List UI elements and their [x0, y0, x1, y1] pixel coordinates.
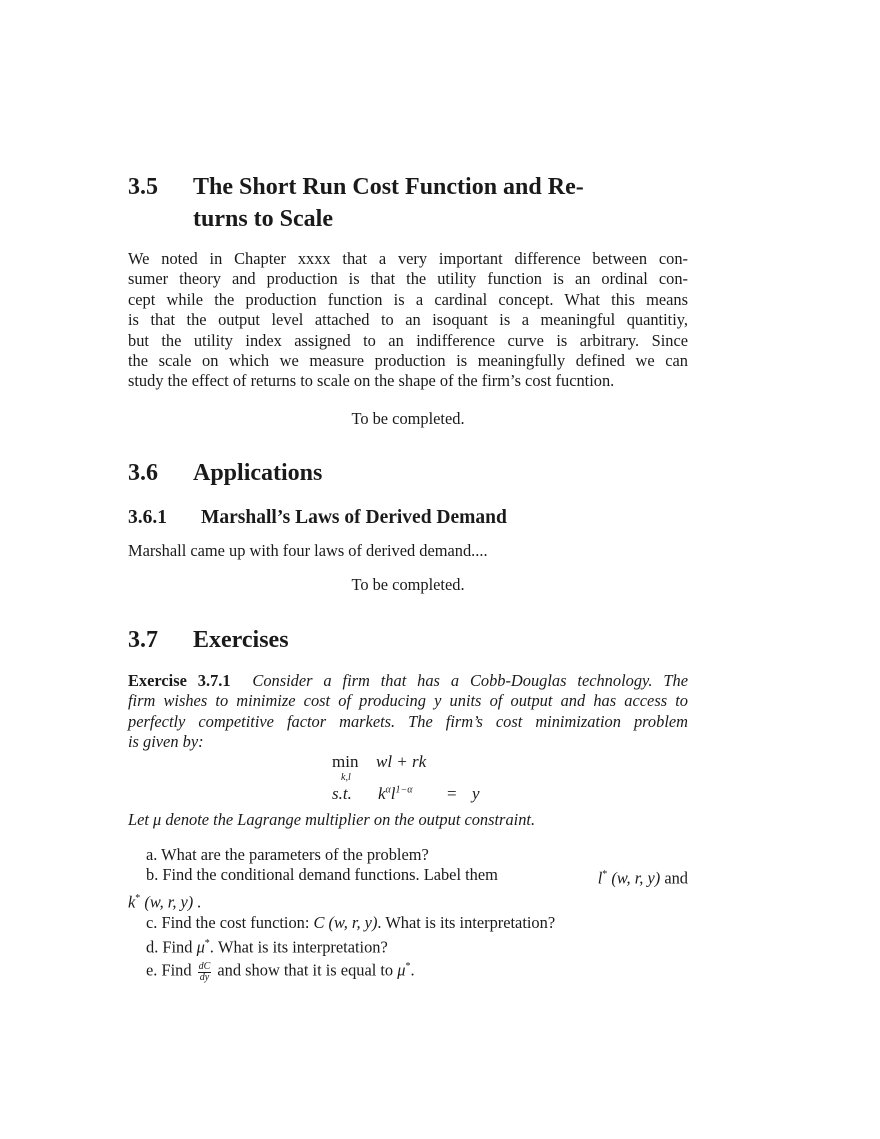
section-number: 3.6 [128, 460, 158, 486]
subsection-3-6-1-paragraph [128, 541, 688, 561]
fraction-numerator: dC [198, 960, 211, 972]
derivative-fraction [198, 962, 212, 983]
var-k: k [128, 892, 136, 912]
question-b-text: b. Find the conditional demand functions. Label them [146, 865, 498, 885]
mu-symbol: μ [397, 960, 406, 980]
period: . [410, 960, 415, 980]
cost-function: C (w, r, y) [313, 913, 378, 933]
objective-function: wl + rk [376, 752, 427, 771]
section-number: 3.5 [128, 174, 158, 200]
question-d [128, 934, 688, 958]
var-l: l [597, 868, 603, 888]
lagrange-line [128, 810, 688, 830]
paragraph-line: cept while the production function is a cardinal concept. What this means [128, 289, 688, 309]
exercise-line: perfectly competitive factor markets. The firm’s cost minimization problem [128, 711, 688, 731]
paragraph-line: study the effect of returns to scale on the shape of the firm’s cost fucntion. [128, 371, 615, 391]
paragraph-line: but the utility index assigned to an indifference curve is arbitrary. Since [128, 330, 688, 350]
question-c [128, 913, 688, 933]
section-title: Exercises [193, 627, 289, 653]
constraint-lhs [378, 784, 413, 804]
section-title [193, 171, 693, 235]
exercise-line [128, 671, 688, 691]
paragraph-line: is that the output level attached to an isoquant is a meaningful quantitiy, [128, 310, 688, 330]
question-a: a. What are the parameters of the problem? [146, 845, 429, 864]
mu-symbol: μ [196, 937, 205, 957]
exercise-statement [128, 671, 688, 753]
min-operator: min [332, 752, 359, 771]
star: * [204, 937, 210, 949]
subsection-number: 3.6.1 [128, 507, 167, 528]
and-text: and [660, 868, 688, 888]
fraction-denominator: dy [199, 971, 210, 983]
question-e-text-mid: and show that it is equal to [213, 960, 398, 980]
exercise-text: Consider a firm that has a Cobb-Douglas technology. The [252, 671, 688, 690]
equals-sign: = [447, 784, 457, 803]
question-c-text-end: . What is its interpretation? [377, 913, 556, 933]
min-subscript: k,l [341, 772, 351, 783]
star: * [405, 961, 411, 973]
question-b [128, 865, 688, 889]
constraint-rhs: y [472, 784, 480, 803]
question-d-text-end: . What is its interpretation? [209, 937, 388, 957]
question-e [128, 957, 688, 982]
section-title-line1: The Short Run Cost Function and Re- [193, 174, 584, 200]
exercise-line: is given by: [128, 732, 204, 752]
question-b-continued [128, 889, 688, 913]
exercise-line: firm wishes to minimize cost of producing y units of output and has access to [128, 691, 688, 711]
section-title: Applications [193, 460, 323, 486]
paragraph-line: We noted in Chapter xxxx that a very important difference between con- [128, 249, 688, 268]
exercise-questions [128, 845, 688, 983]
lagrange-text: Let μ denote the Lagrange multiplier on the output constraint. [128, 810, 536, 829]
args: (w, r, y) . [144, 892, 202, 912]
exponent-one-minus-alpha: 1−α [395, 784, 413, 796]
paragraph-line: sumer theory and production is that the utility function is an ordinal con- [128, 269, 688, 289]
paragraph-line: the scale on which we measure production is meaningfully defined we can [128, 351, 688, 371]
exercise-label: Exercise 3.7.1 [128, 671, 231, 690]
subsection-title: Marshall’s Laws of Derived Demand [201, 507, 507, 528]
question-d-text: d. Find [146, 937, 197, 957]
section-title-line2: turns to Scale [193, 206, 333, 232]
var-l: l [390, 784, 396, 803]
var-k: k [378, 784, 386, 803]
question-e-text: e. Find [146, 960, 196, 980]
star: * [602, 869, 608, 881]
args: (w, r, y) [611, 868, 661, 888]
to-be-completed-note: To be completed. [351, 575, 465, 594]
exponent-alpha: α [385, 784, 391, 796]
question-b-math [598, 865, 688, 889]
section-number: 3.7 [128, 627, 158, 653]
subject-to-label: s.t. [332, 784, 352, 803]
paragraph-line: Marshall came up with four laws of derived demand.... [128, 541, 488, 560]
section-3-5-paragraph [128, 249, 688, 392]
star: * [135, 893, 141, 905]
question-c-text: c. Find the cost function: [146, 913, 314, 933]
to-be-completed-note: To be completed. [351, 409, 465, 428]
